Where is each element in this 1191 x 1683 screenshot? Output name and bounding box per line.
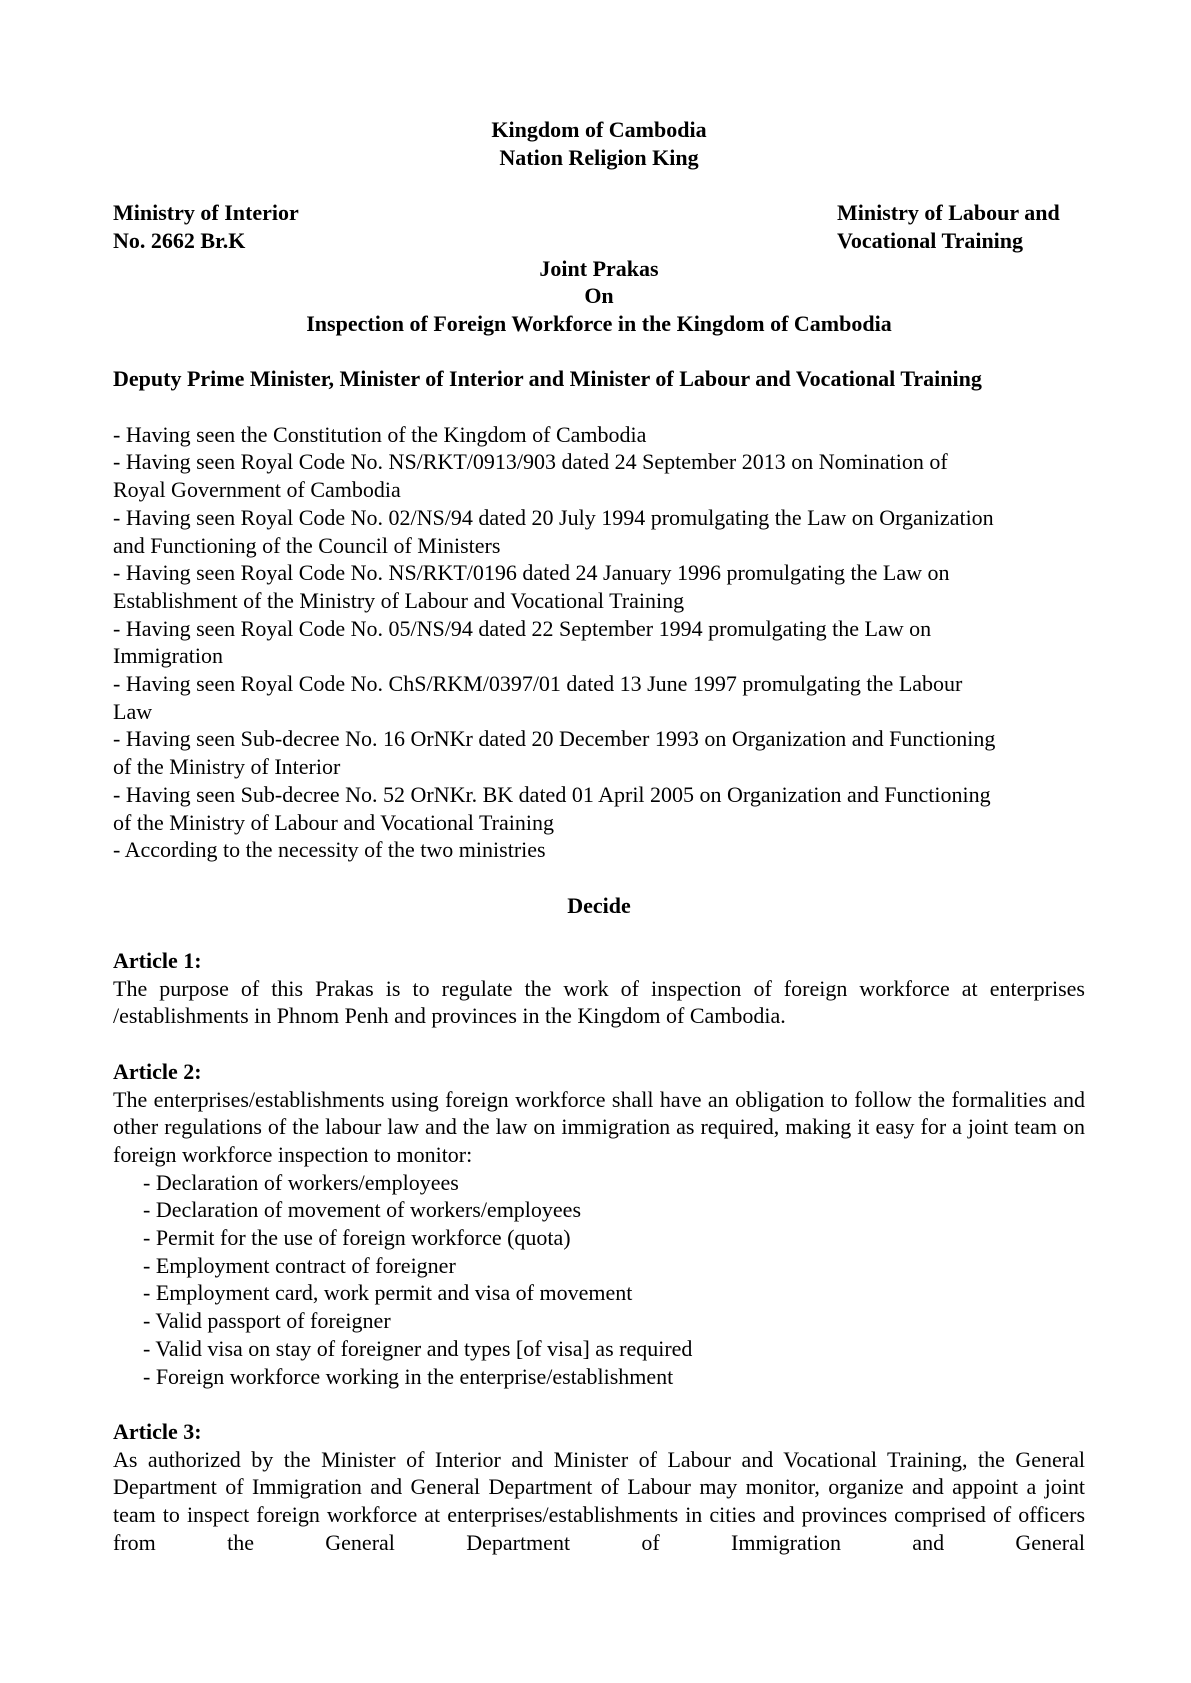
article-2 xyxy=(113,1058,1085,1390)
title-subject: Inspection of Foreign Workforce in the Kingdom of Cambodia xyxy=(306,310,892,336)
list-item: - Permit for the use of foreign workforce (quota) xyxy=(143,1225,571,1251)
article-3-text: As authorized by the Minister of Interior and Minister of Labour and Vocational Training, the General Department of Immigration and General Department of Labour may monitor, organize and appoint a joint team to inspect foreign workforce at enterprises/establishments in cities and provinces comprised of officers from the General Department of Immigration and General xyxy=(113,1446,1085,1555)
preamble-line: of the Ministry of Interior xyxy=(113,754,341,780)
list-item: - Valid passport of foreigner xyxy=(143,1308,391,1334)
article-2-text: The enterprises/establishments using foreign workforce shall have an obligation to follow the formalities and other regulations of the labour law and the law on immigration as required, making it easy for a joint team on foreign workforce inspection to monitor: xyxy=(113,1086,1085,1167)
preamble-line: of the Ministry of Labour and Vocational Training xyxy=(113,809,554,835)
header-kingdom: Kingdom of Cambodia xyxy=(491,117,707,142)
preamble-line: Immigration xyxy=(113,643,223,669)
preamble-line: - Having seen Royal Code No. NS/RKT/0196 dated 24 January 1996 promulgating the Law on xyxy=(113,560,950,586)
preamble-line: - Having seen Royal Code No. 02/NS/94 dated 20 July 1994 promulgating the Law on Organization xyxy=(113,504,994,530)
title-on: On xyxy=(584,283,614,309)
header-motto: Nation Religion King xyxy=(499,144,699,170)
preamble-line: - Having seen Royal Code No. ChS/RKM/0397/01 dated 13 June 1997 promulgating the Labour xyxy=(113,671,963,697)
title-joint-prakas: Joint Prakas xyxy=(539,255,659,281)
list-item: - Declaration of movement of workers/employees xyxy=(143,1197,582,1223)
preamble-line: - Having seen Royal Code No. 05/NS/94 dated 22 September 1994 promulgating the Law on xyxy=(113,615,932,641)
document-page xyxy=(113,116,1085,1556)
article-1-heading: Article 1: xyxy=(113,948,202,974)
document-number: No. 2662 Br.K xyxy=(113,227,246,253)
decide-heading: Decide xyxy=(567,892,631,918)
ministry-left xyxy=(113,199,299,254)
article-1-text: The purpose of this Prakas is to regulate the work of inspection of foreign workforce at enterprises /establishments in Phnom Penh and provinces in the Kingdom of Cambodia. xyxy=(113,975,1085,1029)
list-item: - Employment card, work permit and visa of movement xyxy=(143,1280,633,1306)
article-2-heading: Article 2: xyxy=(113,1058,202,1084)
preamble-line: and Functioning of the Council of Ministers xyxy=(113,532,501,558)
preamble xyxy=(113,421,1085,864)
list-item: - Employment contract of foreigner xyxy=(143,1252,456,1278)
preamble-line: Law xyxy=(113,698,153,724)
article-1 xyxy=(113,947,1085,1030)
ministry-interior: Ministry of Interior xyxy=(113,200,299,226)
preamble-line: Establishment of the Ministry of Labour and Vocational Training xyxy=(113,587,685,613)
preamble-line: Royal Government of Cambodia xyxy=(113,477,401,503)
preamble-line: - According to the necessity of the two ministries xyxy=(113,837,546,863)
list-item: - Foreign workforce working in the enterprise/establishment xyxy=(143,1363,674,1389)
article-3 xyxy=(113,1418,1085,1557)
list-item: - Declaration of workers/employees xyxy=(143,1169,459,1195)
issuer-line: Deputy Prime Minister, Minister of Interior and Minister of Labour and Vocational Training xyxy=(113,366,982,392)
preamble-line: - Having seen the Constitution of the Kingdom of Cambodia xyxy=(113,421,647,447)
ministry-right xyxy=(837,199,1085,254)
preamble-line: - Having seen Sub-decree No. 16 OrNKr dated 20 December 1993 on Organization and Functioning xyxy=(113,726,996,752)
article-3-heading: Article 3: xyxy=(113,1418,202,1444)
preamble-line: - Having seen Royal Code No. NS/RKT/0913/903 dated 24 September 2013 on Nomination of xyxy=(113,449,948,475)
document-header xyxy=(113,116,1085,171)
list-item: - Valid visa on stay of foreigner and types [of visa] as required xyxy=(143,1335,693,1361)
article-2-list xyxy=(113,1169,1085,1391)
ministry-labour-line1: Ministry of Labour and xyxy=(837,200,1060,226)
ministry-labour-line2: Vocational Training xyxy=(837,227,1024,253)
preamble-line: - Having seen Sub-decree No. 52 OrNKr. BK dated 01 April 2005 on Organization and Functioning xyxy=(113,781,991,807)
